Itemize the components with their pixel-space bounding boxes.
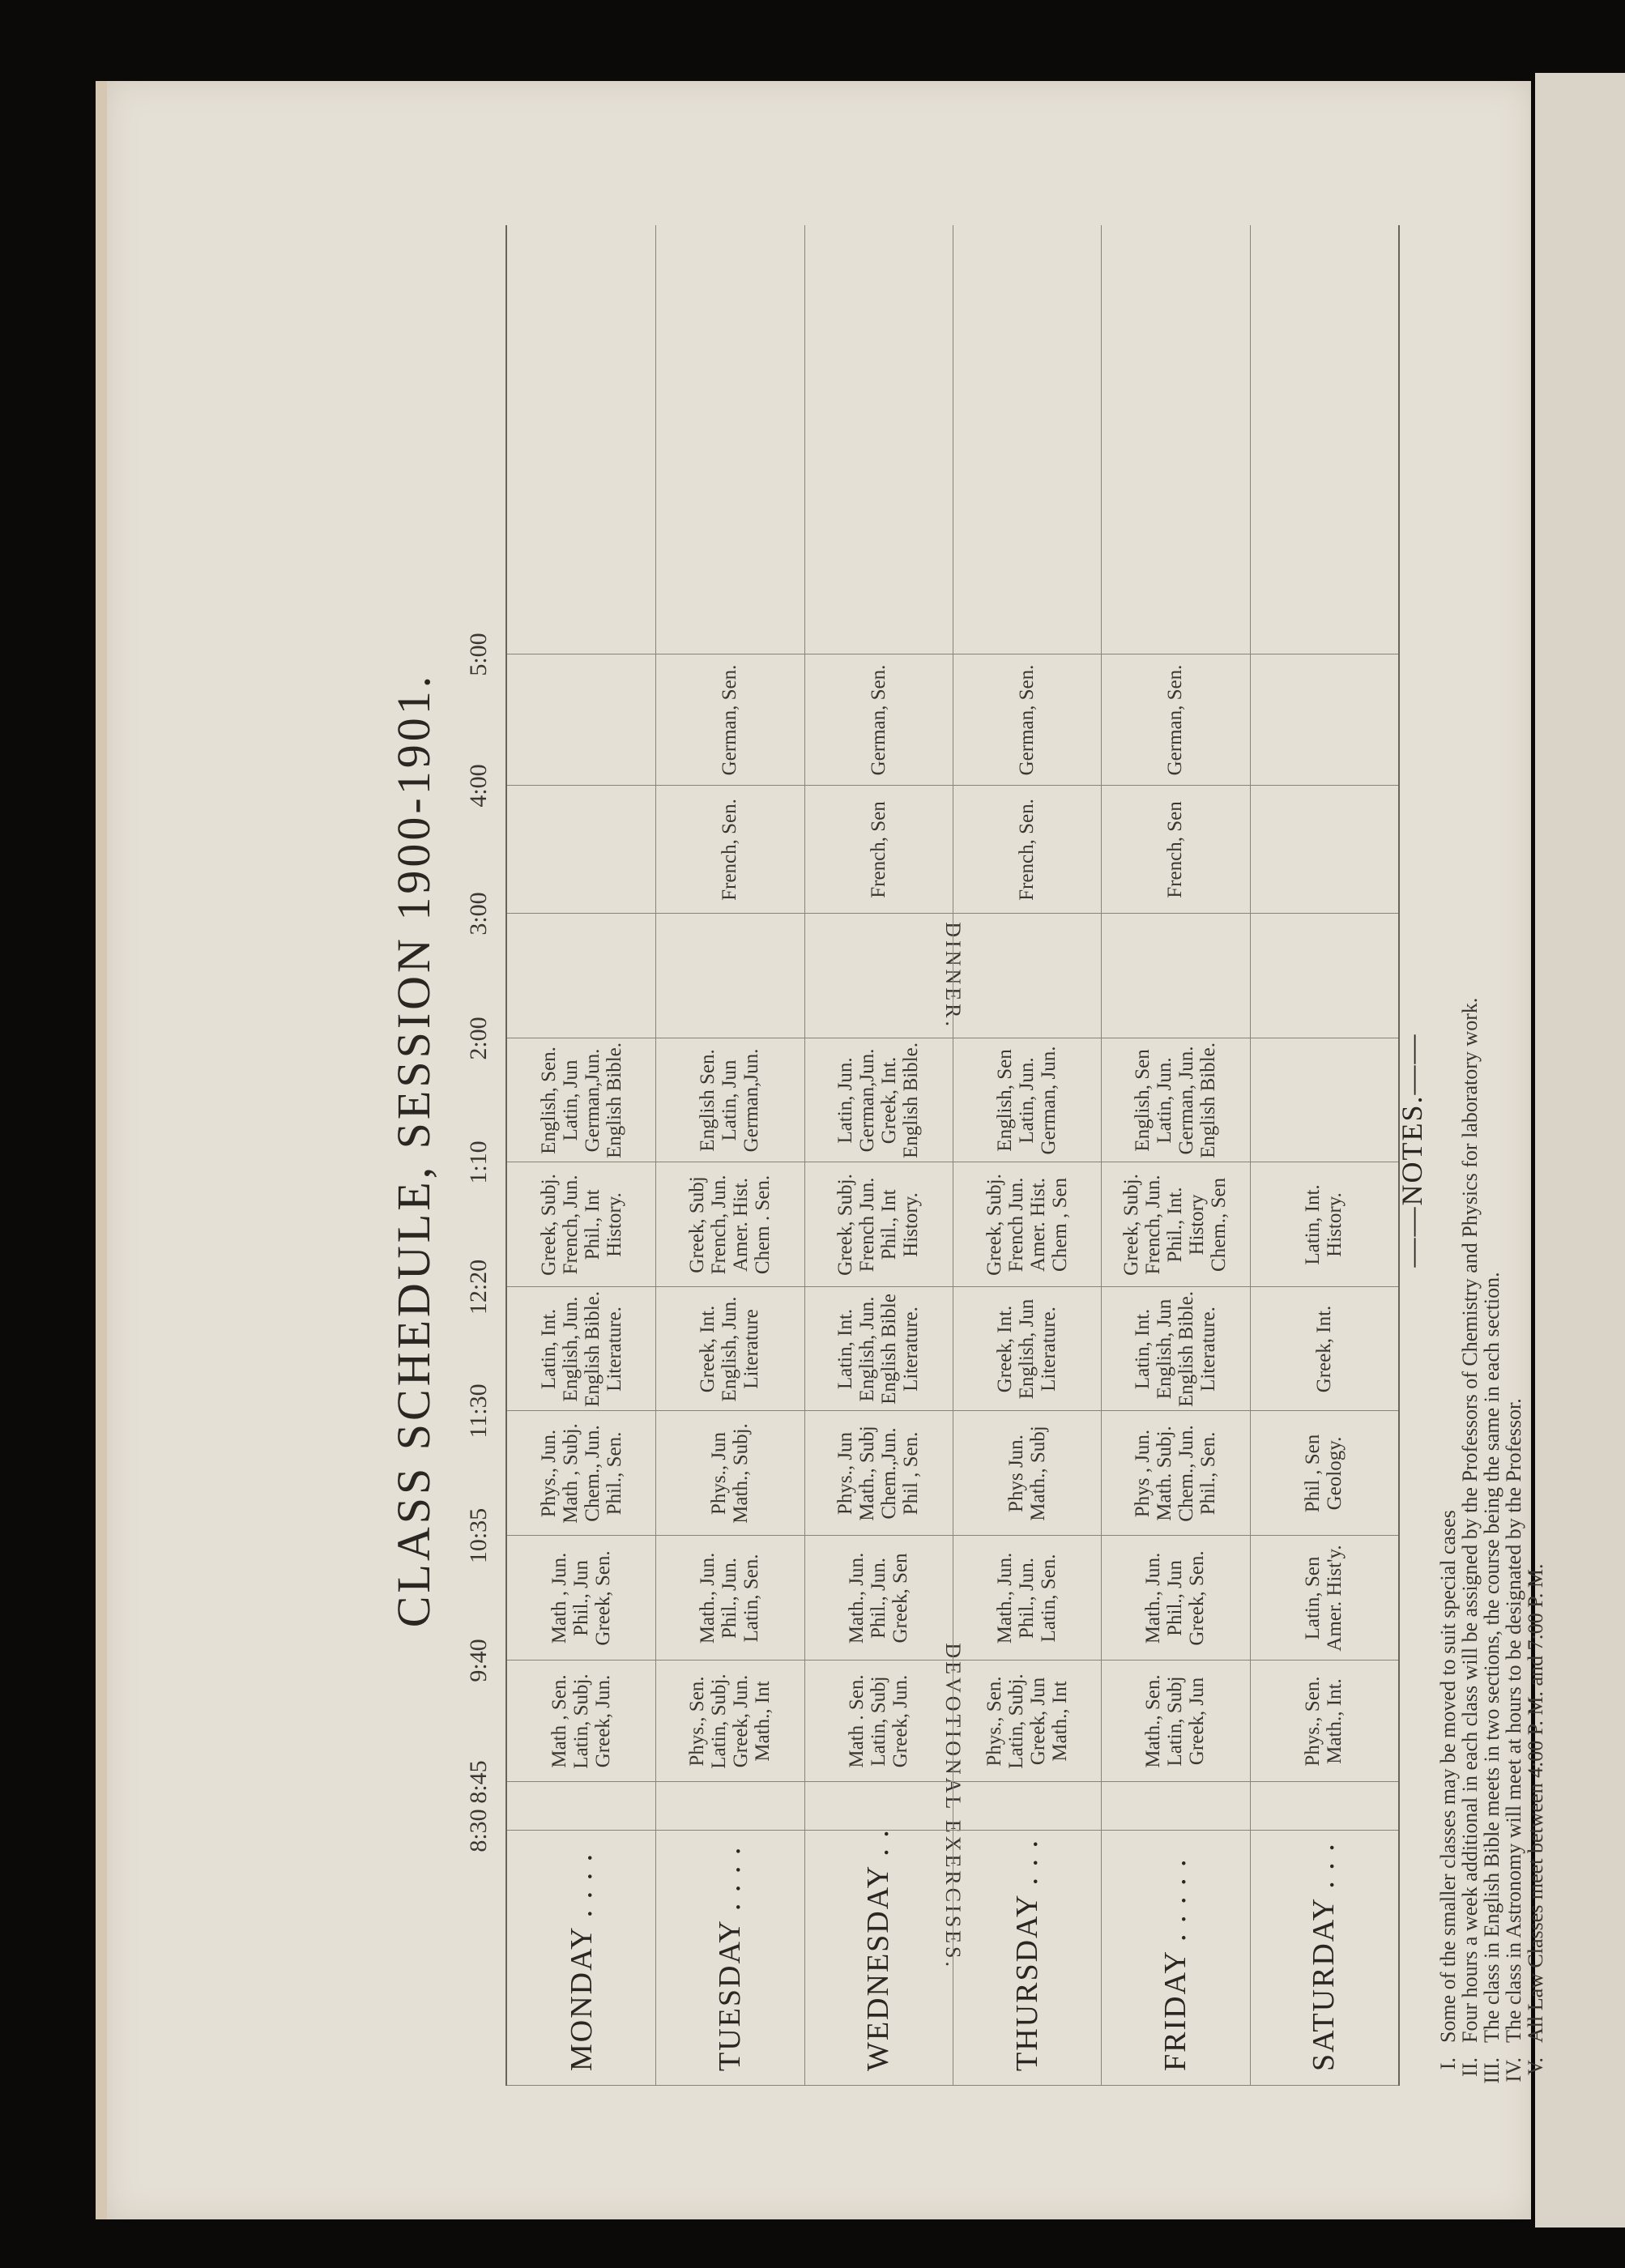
- day-label: WEDNESDAY . .: [861, 1828, 896, 2071]
- schedule-cell: [953, 1287, 1101, 1411]
- schedule-cell: [655, 1411, 804, 1536]
- time-label: 3:00: [465, 892, 492, 936]
- class-entry: English Bible.: [581, 1290, 604, 1408]
- class-entry: Amer. Hist.: [1026, 1178, 1049, 1272]
- note-item: [1503, 243, 1525, 2106]
- class-entry: German, Sen.: [719, 664, 741, 776]
- class-entry: History.: [603, 1192, 625, 1257]
- schedule-cell: [1250, 1287, 1398, 1411]
- class-entry: German, Jun.: [1038, 1046, 1060, 1155]
- schedule-cell: [655, 1660, 804, 1782]
- class-entry: English Sen.: [697, 1049, 719, 1152]
- note-text: The class in Astronomy will meet at hours to be designated by the Professor.: [1502, 1398, 1525, 2043]
- class-entry: Amer. Hist.: [729, 1178, 752, 1272]
- class-entry: French, Sen: [1164, 801, 1187, 898]
- class-entry: Literature.: [1196, 1307, 1219, 1392]
- class-entry: Phys , Jun.: [1131, 1429, 1154, 1518]
- schedule-cell: [804, 1660, 953, 1782]
- day-label: FRIDAY . . . . .: [1158, 1857, 1192, 2071]
- class-entry: Latin, Subj: [1164, 1676, 1187, 1767]
- devotional-exercises-label: DEVOTIONAL EXERCISES.: [941, 1643, 965, 1970]
- class-entry: Greek, Sen: [889, 1553, 911, 1643]
- class-entry: Greek, Jun.: [729, 1674, 752, 1768]
- class-entry: Greek, Jun.: [592, 1674, 615, 1768]
- page-title: CLASS SCHEDULE, SESSION 1900-1901.: [387, 672, 440, 1628]
- class-entry: Phil., Jun.: [1016, 1557, 1039, 1639]
- dinner-label: DINNER.: [941, 922, 965, 1030]
- class-entry: Phil., Sen.: [603, 1431, 625, 1516]
- class-entry: Literature.: [603, 1307, 625, 1392]
- schedule-cell: [804, 1411, 953, 1536]
- class-entry: Greek, Jun.: [889, 1674, 911, 1768]
- class-entry: Phys., Sen.: [685, 1676, 708, 1767]
- day-label: MONDAY . . . .: [564, 1852, 599, 2071]
- class-entry: French, Jun.: [707, 1174, 730, 1275]
- schedule-cell: [804, 1038, 953, 1162]
- class-entry: Chem., Jun.: [581, 1425, 604, 1522]
- note-number: II.: [1458, 2057, 1482, 2077]
- class-entry: French, Sen.: [719, 799, 741, 901]
- class-entry: Math., Subj: [856, 1426, 879, 1521]
- class-entry: English, Jun.: [856, 1296, 879, 1402]
- note-item: [1481, 243, 1503, 2106]
- class-entry: Phil., Int: [581, 1189, 604, 1260]
- time-label: 4:00: [465, 764, 492, 808]
- note-text: Four hours a week additional in each class will be assigned by the Professors of Chemistry and Physics for laboratory work.: [1458, 997, 1482, 2043]
- class-entry: Math , Sen.: [548, 1674, 571, 1768]
- schedule-cell: [953, 1660, 1101, 1782]
- schedule-cell: [1101, 1162, 1249, 1287]
- class-entry: Phys., Jun.: [537, 1429, 560, 1518]
- time-label: 11:30: [465, 1383, 492, 1439]
- class-entry: Amer. Hist'y.: [1324, 1545, 1346, 1652]
- class-entry: Phil., Int.: [1164, 1187, 1187, 1263]
- class-entry: Phys., Jun: [707, 1431, 730, 1516]
- notes-list: [1437, 243, 1546, 2106]
- schedule-cell: [953, 786, 1101, 914]
- schedule-cell: [804, 1536, 953, 1660]
- class-entry: Literature: [740, 1309, 763, 1389]
- schedule-cell: [1250, 1162, 1398, 1287]
- schedule-cell: [1250, 654, 1398, 786]
- class-entry: History.: [1324, 1192, 1346, 1257]
- class-entry: French Jun.: [856, 1177, 879, 1273]
- schedule-cell: [953, 1411, 1101, 1536]
- schedule-cell: [953, 1162, 1101, 1287]
- class-entry: French, Jun.: [559, 1174, 582, 1275]
- day-label: THURSDAY . . .: [1009, 1838, 1044, 2071]
- class-entry: Phys., Sen.: [983, 1676, 1005, 1767]
- class-entry: Chem , Sen: [1048, 1178, 1071, 1272]
- time-header-row: [455, 225, 505, 2086]
- schedule-cell: [507, 654, 655, 786]
- time-label: 8:30: [465, 1809, 492, 1852]
- class-entry: English, Jun.: [559, 1296, 582, 1402]
- class-entry: Chem . Sen.: [751, 1174, 774, 1275]
- class-entry: Greek, Subj: [685, 1176, 708, 1273]
- adjacent-page-edge: [1535, 73, 1625, 2228]
- class-entry: Phil., Int: [878, 1189, 901, 1260]
- time-label: 1:10: [465, 1140, 492, 1184]
- class-entry: Latin, Int.: [834, 1308, 857, 1390]
- class-entry: German, Jun.: [1175, 1046, 1197, 1155]
- class-entry: Greek, Subj.: [983, 1174, 1005, 1276]
- note-number: III.: [1480, 2057, 1503, 2084]
- schedule-cell: [804, 1287, 953, 1411]
- class-entry: English Bible: [878, 1294, 901, 1405]
- schedule-cell: [507, 1536, 655, 1660]
- class-entry: Math., Jun.: [994, 1552, 1017, 1644]
- class-entry: Greek, Jun: [1026, 1677, 1049, 1766]
- schedule-cell: [507, 1038, 655, 1162]
- note-item: [1525, 243, 1546, 2106]
- class-entry: Latin, Int.: [1131, 1308, 1154, 1390]
- note-text: Some of the smaller classes may be moved to suit special cases: [1436, 1510, 1460, 2043]
- class-entry: Greek, Subj.: [1120, 1174, 1143, 1276]
- class-entry: Greek, Sen.: [592, 1550, 615, 1646]
- class-entry: Math. Subj.: [1153, 1426, 1175, 1521]
- class-entry: Latin, Int.: [1302, 1184, 1324, 1265]
- class-entry: Latin, Sen: [1302, 1556, 1324, 1640]
- class-entry: Phil., Jun: [570, 1560, 593, 1636]
- day-label: SATURDAY . . .: [1307, 1842, 1341, 2071]
- class-entry: Math., Subj.: [729, 1423, 752, 1524]
- time-label: 10:35: [465, 1507, 492, 1564]
- class-entry: English Bible.: [1175, 1290, 1197, 1408]
- schedule-cell: [655, 1287, 804, 1411]
- class-entry: French, Sen: [867, 801, 889, 898]
- schedule-cell: [1101, 1287, 1249, 1411]
- class-entry: Phys., Jun: [834, 1431, 857, 1516]
- class-entry: Greek, Int.: [878, 1056, 901, 1145]
- time-label: 9:40: [465, 1639, 492, 1682]
- class-entry: Greek, Subj.: [834, 1174, 857, 1276]
- class-entry: Phys Jun.: [1004, 1435, 1027, 1512]
- schedule-table: [505, 225, 1400, 2086]
- class-entry: Latin, Jun: [559, 1059, 582, 1141]
- schedule-cell: [1101, 1411, 1249, 1536]
- class-entry: Phys., Sen.: [1302, 1676, 1324, 1767]
- class-entry: French Jun.: [1004, 1177, 1027, 1273]
- class-entry: English, Sen.: [537, 1047, 560, 1154]
- class-entry: Math , Subj.: [559, 1423, 582, 1524]
- schedule-cell: [1250, 1536, 1398, 1660]
- class-entry: Phil , Sen: [1302, 1434, 1324, 1513]
- schedule-cell: [507, 1287, 655, 1411]
- class-entry: Greek, Subj.: [537, 1174, 560, 1276]
- schedule-cell: [507, 1660, 655, 1782]
- class-entry: Latin, Int.: [537, 1308, 560, 1390]
- schedule-cell: [804, 654, 953, 786]
- class-entry: Phil , Sen.: [900, 1431, 923, 1516]
- class-entry: English Bible.: [603, 1042, 625, 1159]
- class-entry: Latin, Subj: [867, 1676, 889, 1767]
- rotated-content: [107, 81, 1547, 2219]
- class-entry: Latin, Jun.: [834, 1057, 857, 1144]
- note-item: [1437, 243, 1459, 2106]
- schedule-cell: [804, 786, 953, 914]
- schedule-cell: [1101, 654, 1249, 786]
- class-entry: Latin, Sen.: [1038, 1554, 1060, 1643]
- class-entry: Math., Subj: [1026, 1426, 1049, 1521]
- class-entry: Math., Jun.: [1142, 1552, 1165, 1644]
- class-entry: Latin, Subj.: [570, 1673, 593, 1769]
- class-entry: German, Sen.: [867, 664, 889, 776]
- schedule-cell: [1101, 786, 1249, 914]
- time-label: 8:45: [465, 1760, 492, 1804]
- class-entry: Math., Int: [751, 1681, 774, 1762]
- schedule-cell: [655, 1536, 804, 1660]
- note-number: V.: [1524, 2057, 1547, 2075]
- schedule-cell: [655, 1162, 804, 1287]
- time-label: 12:20: [465, 1259, 492, 1315]
- class-entry: Phil., Jun.: [719, 1557, 741, 1639]
- day-label: TUESDAY . . . .: [712, 1845, 747, 2071]
- note-number: I.: [1436, 2057, 1460, 2070]
- class-entry: Greek, Sen.: [1186, 1550, 1209, 1646]
- class-entry: Greek, Jun: [1186, 1677, 1209, 1766]
- schedule-cell: [1101, 1038, 1249, 1162]
- schedule-cell: [507, 1162, 655, 1287]
- schedule-cell: [953, 654, 1101, 786]
- class-entry: French, Jun.: [1142, 1174, 1165, 1275]
- class-entry: Chem., Sen: [1208, 1178, 1230, 1272]
- class-entry: German, Sen.: [1016, 664, 1039, 776]
- schedule-cell: [953, 1038, 1101, 1162]
- class-entry: Phil., Sen.: [1196, 1431, 1219, 1516]
- class-entry: Latin, Jun.: [1153, 1057, 1175, 1144]
- schedule-cell: [655, 786, 804, 914]
- class-entry: History: [1186, 1194, 1209, 1256]
- class-entry: Math., Int: [1048, 1681, 1071, 1762]
- class-entry: Literature.: [900, 1307, 923, 1392]
- schedule-cell: [655, 1038, 804, 1162]
- class-entry: Chem., Jun.: [1175, 1425, 1197, 1522]
- schedule-cell: [1250, 1660, 1398, 1782]
- note-text: The class in English Bible meets in two sections, the course being the same in each section.: [1480, 1272, 1503, 2043]
- class-entry: Math., Sen.: [1142, 1674, 1165, 1768]
- class-entry: Math . Sen.: [845, 1674, 868, 1768]
- class-entry: Phil., Jun.: [867, 1557, 889, 1639]
- time-label: 5:00: [465, 633, 492, 676]
- schedule-cell: [804, 1162, 953, 1287]
- class-entry: Greek, Int.: [1312, 1305, 1335, 1393]
- class-entry: English, Jun: [1016, 1298, 1039, 1400]
- class-entry: English, Sen: [994, 1049, 1017, 1152]
- time-label: 2:00: [465, 1017, 492, 1060]
- class-entry: Math., Jun.: [697, 1552, 719, 1644]
- notes-heading-text: NOTES.: [1396, 1094, 1428, 1206]
- class-entry: Latin, Subj.: [1004, 1673, 1027, 1769]
- class-schedule: [455, 225, 1400, 2086]
- schedule-cell: [1250, 1038, 1398, 1162]
- class-entry: Math , Jun.: [548, 1552, 571, 1644]
- class-entry: English, Sen: [1131, 1049, 1154, 1152]
- class-entry: English, Jun: [1153, 1298, 1175, 1400]
- class-entry: French, Sen.: [1016, 799, 1039, 901]
- class-entry: Geology.: [1324, 1436, 1346, 1511]
- schedule-cell: [1101, 1660, 1249, 1782]
- schedule-cell: [655, 654, 804, 786]
- schedule-cell: [1250, 786, 1398, 914]
- class-entry: Latin, Subj.: [707, 1673, 730, 1769]
- schedule-page: [96, 81, 1547, 2219]
- class-entry: Phil., Jun: [1164, 1560, 1187, 1636]
- class-entry: Math., Int.: [1324, 1678, 1346, 1764]
- class-entry: Greek, Int.: [697, 1305, 719, 1393]
- class-entry: German,Jun.: [740, 1048, 763, 1153]
- class-entry: Latin, Jun.: [1016, 1057, 1039, 1144]
- class-entry: History.: [900, 1192, 923, 1257]
- class-entry: German, Sen.: [1164, 664, 1187, 776]
- schedule-cell: [1101, 1536, 1249, 1660]
- class-entry: German,Jun.: [581, 1048, 604, 1153]
- note-number: IV.: [1502, 2057, 1525, 2083]
- class-entry: German,Jun.: [856, 1048, 879, 1153]
- schedule-cell: [1250, 1411, 1398, 1536]
- schedule-cell: [953, 1536, 1101, 1660]
- class-entry: Math., Jun.: [845, 1552, 868, 1644]
- schedule-cell: [507, 1411, 655, 1536]
- class-entry: Greek, Int.: [994, 1305, 1017, 1393]
- schedule-cell: [507, 786, 655, 914]
- class-entry: Chem.,Jun.: [878, 1427, 901, 1520]
- class-entry: English, Jun.: [719, 1296, 741, 1402]
- class-entry: Latin, Jun: [719, 1059, 741, 1141]
- class-entry: English Bible.: [900, 1042, 923, 1159]
- class-entry: Latin, Sen.: [740, 1554, 763, 1643]
- class-entry: English Bible.: [1196, 1042, 1219, 1159]
- notes-heading: ——NOTES.——: [1396, 1033, 1428, 1268]
- note-item: [1459, 243, 1481, 2106]
- class-entry: Literature.: [1038, 1307, 1060, 1392]
- note-text: All Law Classes meet between 4:00 P. M. and 7:00 P. M.: [1524, 1563, 1547, 2043]
